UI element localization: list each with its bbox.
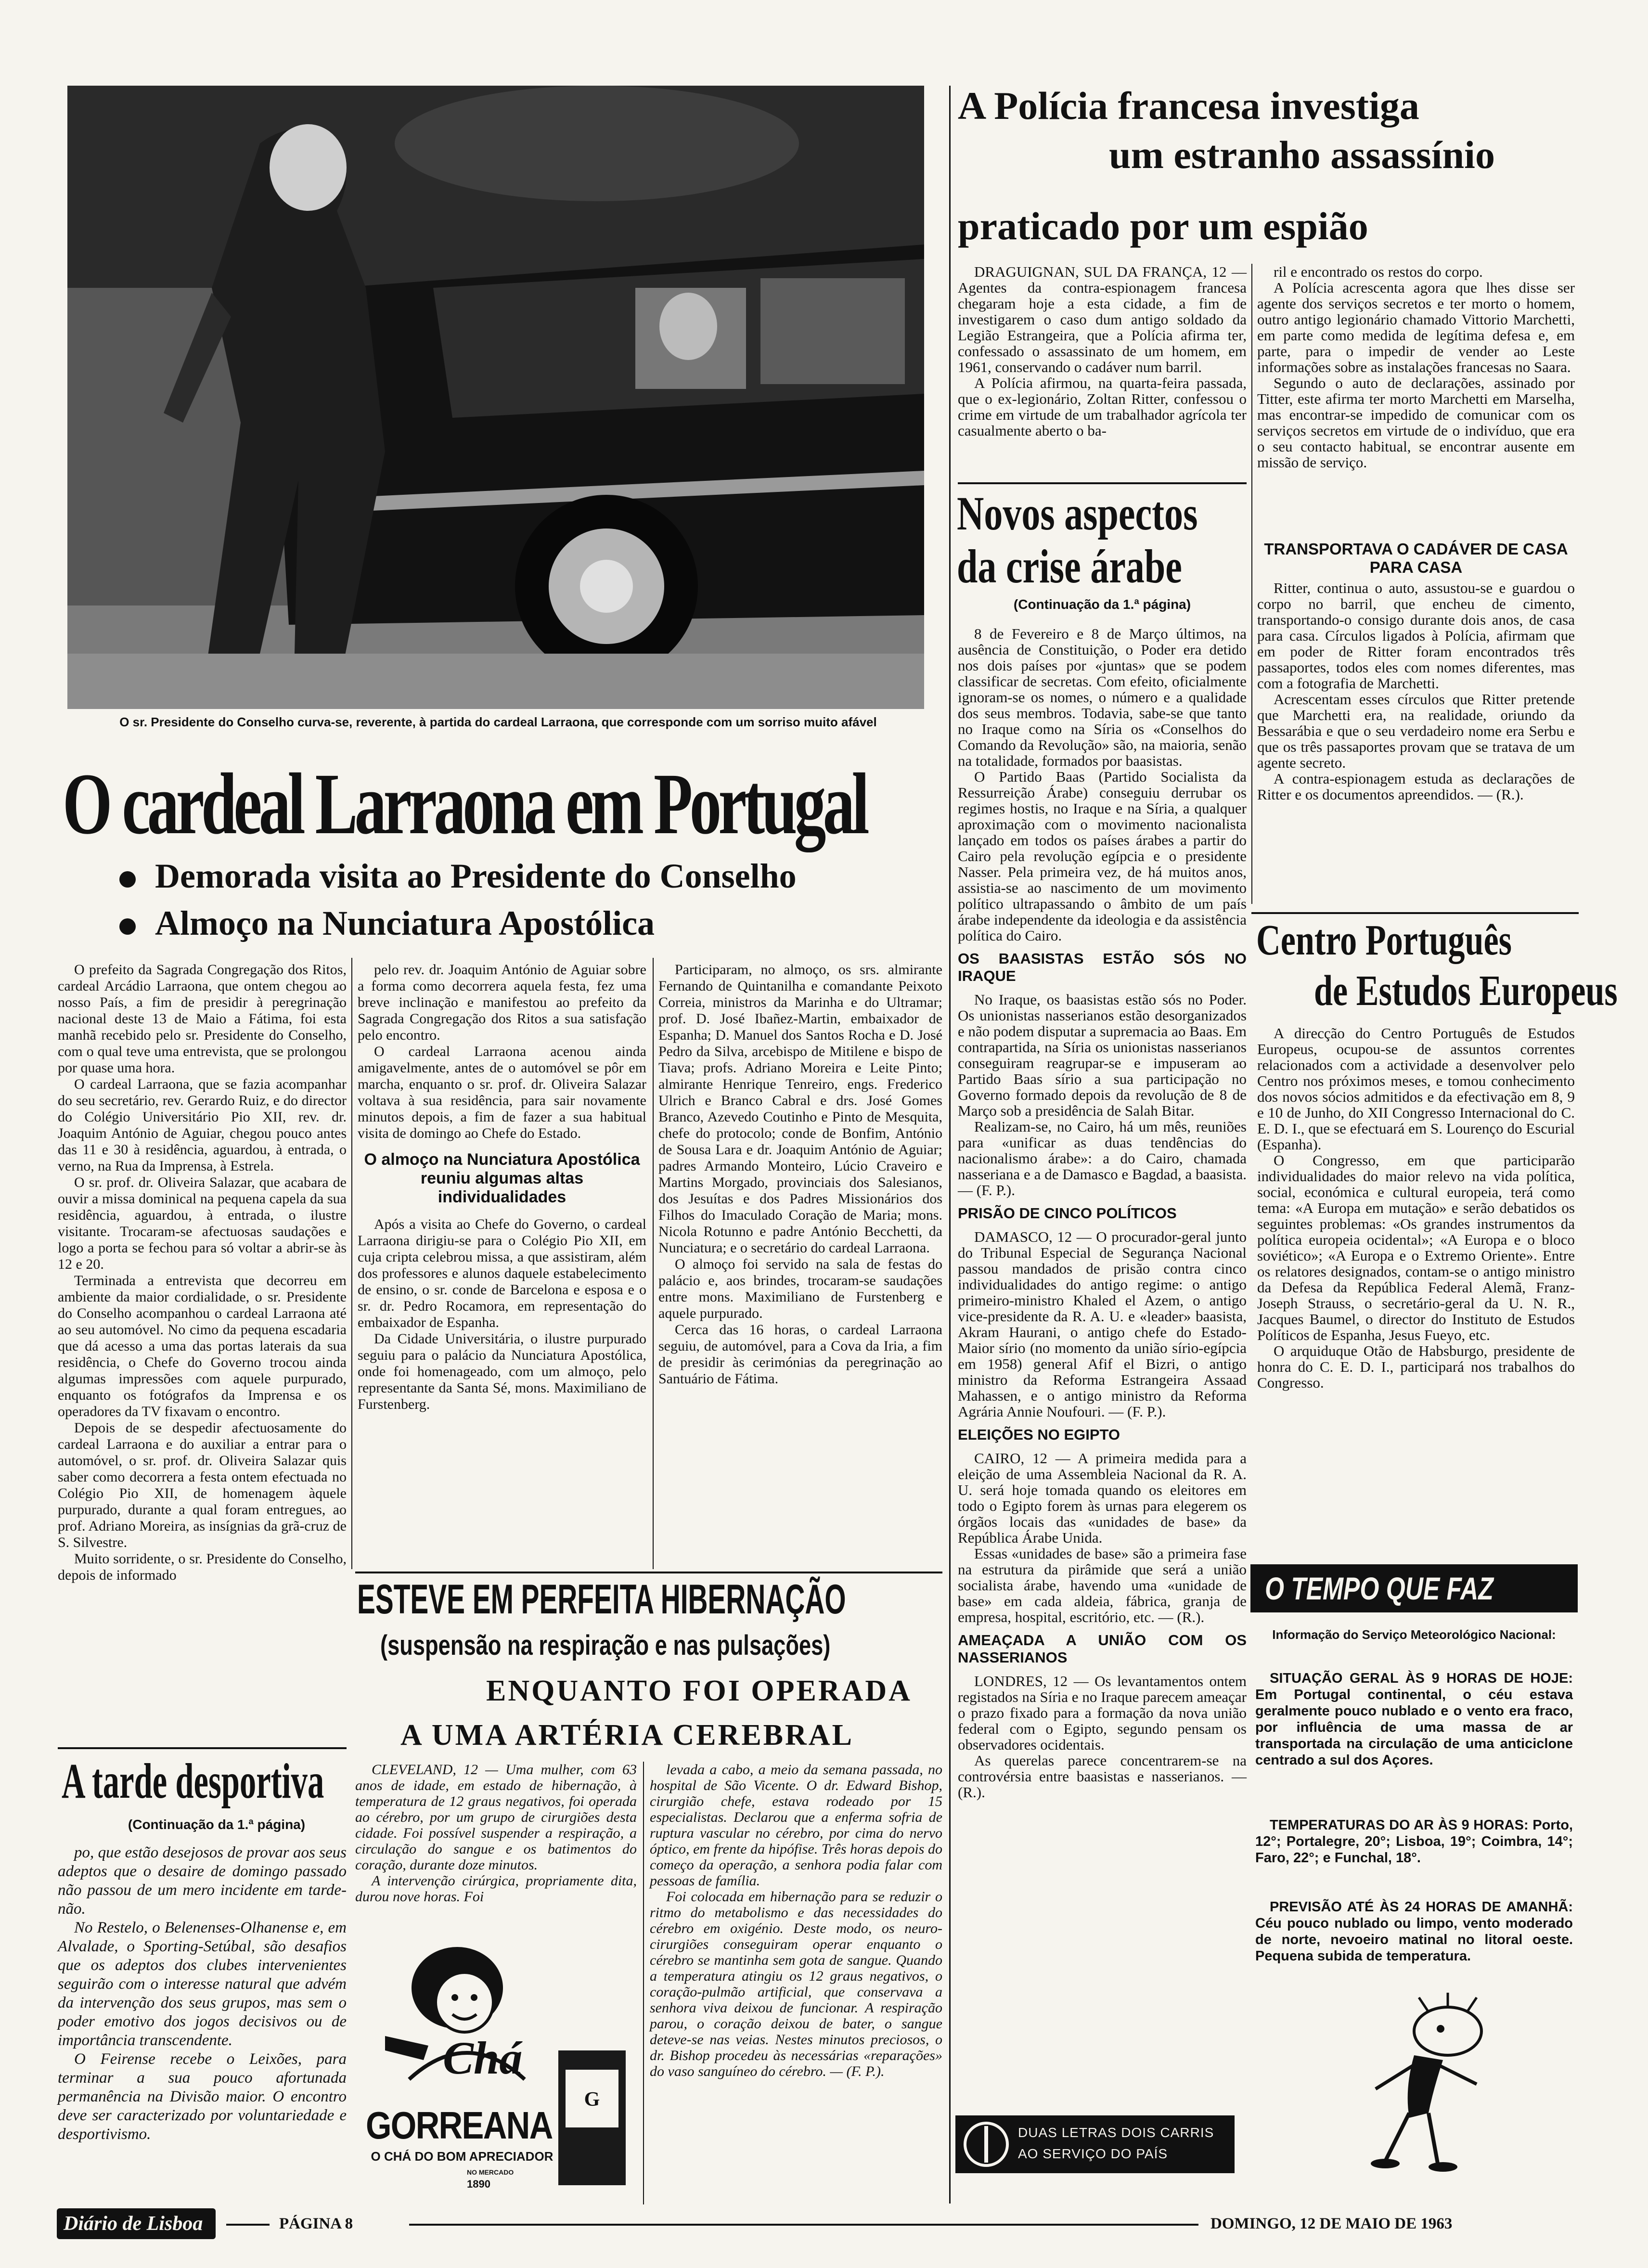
main-story-subhead: O almoço na Nunciatura Apostólica reuniu algumas altas individualidades [364,1150,640,1206]
svg-text:G: G [584,2088,600,2111]
bullet-text: Almoço na Nunciatura Apostólica [155,904,655,942]
issue-date: DOMINGO, 12 DE MAIO DE 1963 [1210,2215,1453,2232]
paragraph: 8 de Fevereiro e 8 de Março últimos, na ausência de Constituição, o Poder era detido nos dois países por «juntas» que se podem classificar de secretas. Com efeito, oficialmente ignoram-se os nomes, o número e a qualidade dos seus membros. Todavia, sabe-se que tanto no Iraque como na Síria os «Conselhos do Comando da Revolução» são, na maioria, senão na totalidade, formados por baasistas. [958,625,1247,769]
hibernation-line4: A UMA ARTÉRIA CEREBRAL [400,1719,854,1752]
footer-rule [409,2224,1198,2226]
paragraph: No Restelo, o Belenenses-Olhanense e, em Alvalade, o Sporting-Setúbal, são desafios que os adeptos dos clubes intervenientes seguirão com o interesse natural que advém da intervenção dos seus grupos, mas sem o poder emotivo dos jogos decisivos ou de importância transcendente. [58,1919,347,2049]
police-col2 [1257,264,1575,533]
arab-subhead-4: AMEAÇADA A UNIÃO COM OS NASSERIANOS [958,1632,1247,1666]
arab-continuation: (Continuação da 1.ª página) [1013,597,1191,612]
masthead-logo [57,2208,216,2239]
photo-caption: O sr. Presidente do Conselho curva-se, reverente, à partida do cardeal Larraona, que corresponde com um sorriso muito afável [119,715,877,729]
paragraph: Cerca das 16 horas, o cardeal Larraona seguiu, de automóvel, para a Cova da Iria, a fim de presidir às cerimónias da peregrinação ao Santuário de Fátima. [658,1322,942,1387]
main-story-col3 [658,962,942,1559]
main-story-col1 [58,962,347,1732]
footer-rule [226,2224,270,2226]
paragraph: O Feirense recebe o Leixões, para terminar a sua pouco afortunada permanência na Divisão maior. O encontro deve ser caracterizado por voluntariedade e desportivismo. [58,2050,347,2143]
paragraph: O Congresso, em que participarão individualidades do maior relevo na vida política, social, económica e cultural europeia, terá como tema: «A Europa em mutação» e serão debatidos os seguintes problemas: «Os grandes instrumentos da política europeia ocidental»; «A Europa e o bloco soviético»; «A Europa e o Extremo Oriente». Entre os relatores designados, contam-se o antigo ministro da Defesa da República Federal Alemã, Franz-Joseph Strauss, o secretário-geral da U. N. R., Jacques Baumel, o director do Instituto de Estudos Políticos de Espanha, Jesus Fueyo, etc. [1257,1152,1575,1343]
paragraph: Realizam-se, no Cairo, há um mês, reuniões para «unificar as duas tendências do nacionalismo árabe»: a do Cairo, chamada nasseriana e a de Damasco e Bagdad, a baasista. — (F. P.). [958,1118,1247,1198]
arab-headline-1: Novos aspectos [957,487,1198,540]
paragraph: No Iraque, os baasistas estão sós no Poder. Os unionistas nasserianos estão desorganizados e não podem disputar a supremacia ao Baas. Em contrapartida, na Síria os unionistas nasserianos conseguiram reagrupar-se e impuseram ao Partido Baas sírio a sua participação no Governo formado depois da revolução de 8 de Março sob a presidência de Salah Bitar. [958,991,1247,1119]
carris-advertisement [955,2115,1235,2173]
paragraph: Acrescentam esses círculos que Ritter pretende que Marchetti era, na realidade, oriundo da Bessarábia e que o seu verdadeiro nome era Serbu e que os três passaportes provam que se tratava de um agente secreto. [1257,691,1575,771]
hibernation-headline: ESTEVE EM PERFEITA HIBERNAÇÃO [357,1576,846,1623]
weather-figure-illustration [1356,1993,1501,2176]
paragraph: O cardeal Larraona, que se fazia acompanhar do seu secretário, rev. Gerardo Ruiz, e do director do Colégio Universitário Pio XII, rev. dr. Joaquim António de Aguiar, chegou pouco antes das 11 e 30 à residência, aguardou, à entrada, o verno, na Rua da Imprensa, à Estrela. [58,1076,347,1174]
main-story-col2 [358,962,646,1559]
weather-box [1250,1564,1578,2185]
paragraph: po, que estão desejosos de provar aos seus adeptos que o desaire de domingo passado não passou de um mero incidente em tarde-não. [58,1844,347,1918]
paragraph: Essas «unidades de base» são a primeira fase na estrutura da pirâmide que será a união socialista árabe, havendo uma «unidade de base» em cada aldeia, fábrica, granja de empresa, hospital, escritório, etc. — (R.). [958,1545,1247,1625]
paragraph: O cardeal Larraona acenou ainda amigavelmente, antes de o automóvel se pôr em marcha, enquanto o sr. prof. dr. Oliveira Salazar voltava à sua residência, para sair novamente minutos depois, a fim de fazer a sua habitual visita de domingo ao Chefe do Estado. [358,1044,646,1141]
column-rule [643,1762,644,2204]
news-photo [67,86,924,709]
paragraph: pelo rev. dr. Joaquim António de Aguiar sobre a forma como decorrera aquela festa, fez uma breve inclinação e manifestou ao prefeito da Sagrada Congregação dos Ritos a sua satisfação pelo encontro. [358,962,646,1043]
paragraph: A Polícia acrescenta agora que lhes disse ser agente dos serviços secretos e ter morto o homem, outro antigo legionário chamado Vittorio Marchetti, em parte como medida de legítima defesa e, em parte, para o impedir de vender ao Leste informações sobre as instalações francesas no Saara. [1257,279,1575,375]
arab-story-body [958,626,1247,2099]
paragraph: Da Cidade Universitária, o ilustre purpurado seguiu para o palácio da Nunciatura Apostólica, onde foi homenageado, com um almoço, pelo representante da Santa Sé, mons. Maximiliano de Furstenberg. [358,1331,646,1412]
police-col1 [958,264,1247,476]
hibernation-line3: ENQUANTO FOI OPERADA [486,1675,912,1707]
police-subhead: TRANSPORTAVA O CADÁVER DE CASA PARA CASA [1264,540,1568,576]
paragraph: Participaram, no almoço, os srs. almirante Fernando de Quintanilha e comandante Peixoto Correia, ministros da Marinha e do Ultramar; prof. D. José Ibañez-Martin, embaixador de Espanha; D. Manuel dos Santos Rocha e D. José Pedro da Silva, arcebispo de Mitilene e bispo de Tiava; profs. Adriano Moreira e Leite Pinto; almirante Henrique Tenreiro, engs. Frederico Ulrich e Branco Cabral e drs. José Gomes Branco, Azevedo Coutinho e Pinto de Mesquita, chefe do protocolo; conde de Bonfim, António de Sousa Lara e dr. Joaquim António de Aguiar; padres Armando Monteiro, Lúcio Craveiro e Martins Morgado, provinciais dos Salesianos, dos Jesuítas e dos Padres Missionários dos Filhos do Imaculado Coração de Maria; mons. Nicola Rotunno e padre António Becchetti, da Nunciatura; e o secretário do cardeal Larraona. [658,962,942,1256]
section-rule [58,1747,347,1749]
column-rule [1251,264,1252,904]
tea-brand: GORREANA [366,2104,553,2147]
weather-title: O TEMPO QUE FAZ [1265,1571,1494,1606]
paragraph: A intervenção cirúrgica, propriamente dita, durou nove horas. Foi [355,1873,637,1905]
europe-story-body [1257,1025,1575,1545]
paragraph: Depois de se despedir afectuosamente do cardeal Larraona e do auxiliar a entrar para o automóvel, o sr. prof. dr. Oliveira Salazar quis saber como decorrera a festa ontem efectuada no Colégio Pio XII, de homenagem àquele purpurado, durante a qual foram entregues, ao prof. Adriano Moreira, as insígnias da grã-cruz de S. Silvestre. [58,1420,347,1550]
paragraph: O Partido Baas (Partido Socialista da Ressurreição Árabe) conseguiu derrubar os regimes hostis, no Iraque e na Síria, a qualquer aproximação com o movimento nacionalista lançado em todos os países árabes a partir do Cairo pela revolução egípcia e o presidente Nasser. Pela primeira vez, de há muitos anos, assistia-se ao nascimento de um movimento político ultrapassando o âmbito de um país árabe independente da ideologia e da assistência política do Cairo. [958,768,1247,944]
tea-since-year: 1890 [467,2178,490,2190]
section-rule [1251,912,1579,914]
weather-forecast: PREVISÃO ATÉ ÀS 24 HORAS DE AMANHÃ: Céu pouco nublado ou limpo, vento moderado de norte, nevoeiro matinal no litoral oeste. Pequena subida de temperatura. [1255,1899,1573,1964]
bullet-headline-1 [119,854,938,898]
police-col2b [1257,580,1575,907]
column-rule [653,958,654,1569]
sport-story-body [58,1843,347,2143]
sport-headline: A tarde desportiva [62,1753,324,1809]
arab-subhead-3: ELEIÇÕES NO EGIPTO [958,1426,1120,1443]
weather-temperatures: TEMPERATURAS DO AR ÀS 9 HORAS: Porto, 12°; Portalegre, 20°; Lisboa, 19°; Coimbra, 14°; Faro, 22°; e Funchal, 18°. [1255,1817,1573,1866]
weather-intro: Informação do Serviço Meteorológico Nacional: [1272,1627,1556,1642]
bullet-headline-2 [119,902,938,945]
paragraph: O arquiduque Otão de Habsburgo, presidente de honra do C. E. D. I., participará nos trabalhos do Congresso. [1257,1342,1575,1391]
paragraph: O prefeito da Sagrada Congregação dos Ritos, cardeal Arcádio Larraona, que ontem chegou ao nosso País, a fim de presidir à peregrinação nacional deste 13 de Maio a Fátima, foi esta manhã recebido pelo sr. Presidente do Conselho, com o qual teve uma entrevista, que se prolongou por quase uma hora. [58,962,347,1076]
hibernation-col2 [650,1762,942,2204]
paragraph: DAMASCO, 12 — O procurador-geral junto do Tribunal Especial de Segurança Nacional passou mandados de prisão contra cinco individualidades do antigo regime: o antigo primeiro-ministro Khaled el Azem, o antigo vice-presidente da R. A. U. e «leader» baasista, Akram Haurani, o antigo chefe do Estado-Maior sírio (no momento da união sírio-egípcia em 1958) general Afif el Bizri, o antigo ministro da Reforma Estrangeira Assaad Mahassen, e o antigo ministro da Reforma Agrária Annie Noufouri. — (F. P.). [958,1228,1247,1420]
hibernation-col1 [355,1762,637,1920]
tea-since-label: NO MERCADO [467,2168,514,2176]
carris-text: DUAS LETRAS DOIS CARRIS AO SERVIÇO DO PAÍS [1018,2125,1214,2161]
photo-car-illustration [67,86,924,709]
police-headline-1: A Polícia francesa investiga [958,84,1419,128]
police-headline-3: praticado por um espião [958,204,1368,248]
paragraph: ril e encontrado os restos do corpo. [1274,263,1483,280]
tea-tagline: O CHÁ DO BOM APRECIADOR [371,2149,554,2164]
page-number: PÁGINA 8 [279,2215,353,2232]
europe-headline-1: Centro Português [1256,916,1512,964]
paragraph: Após a visita ao Chefe do Governo, o cardeal Larraona dirigiu-se para o Colégio Pio XII, em cuja cripta celebrou missa, a que assistiram, além dos professores e alunos daquele estabelecimento de ensino, o sr. conde de Barcelona e esposa e o sr. dr. Pedro Rocamora, em representação do embaixador de Espanha. [358,1216,646,1330]
column-rule [351,958,352,1569]
paragraph: O almoço foi servido na sala de festas do palácio e, aos brindes, trocaram-se saudações entre mons. Maximiliano de Furstenberg e aquele purpurado. [658,1256,942,1321]
arab-subhead-1: OS BAASISTAS ESTÃO SÓS NO IRAQUE [958,950,1247,984]
column-rule [949,86,951,2204]
weather-situation: SITUAÇÃO GERAL ÀS 9 HORAS DE HOJE: Em Portugal continental, o céu estava geralmente pouco nublado e o vento era fraco, por influência de uma massa de ar transportada na circulação de uma anticiclone centrado a sul dos Açores. [1255,1671,1573,1768]
paragraph: O sr. prof. dr. Oliveira Salazar, que acabara de ouvir a missa dominical na pequena capela da sua residência, aguardou, à entrada, o ilustre visitante. Trocaram-se afectuosas saudações e logo a porta se fechou para só voltar a abrir-se às 12 e 20. [58,1174,347,1272]
paragraph: As querelas parece concentrarem-se na controvérsia entre baasistas e nasserianos. — (R.). [958,1752,1247,1801]
arab-headline-2: da crise árabe [957,540,1182,593]
europe-headline-2: de Estudos Europeus [1314,967,1618,1015]
bullet-dot [119,871,136,888]
bullet-dot [119,918,136,935]
paragraph: Muito sorridente, o sr. Presidente do Conselho, depois de informado [58,1551,347,1583]
masthead-text: Diário de Lisboa [64,2213,203,2235]
carris-logo-icon [962,2120,1010,2168]
paragraph: DRAGUIGNAN, SUL DA FRANÇA, 12 — Agentes da contra-espionagem francesa chegaram hoje a esta cidade, a fim de investigarem o caso dum antigo soldado da Legião Estrangeira, que a Polícia afirma ter, confessado o assassinato de um homem, em 1961, conservando o cadáver num barril. [958,263,1247,375]
tea-script-brand: Chá [443,2032,523,2084]
main-headline: O cardeal Larraona em Portugal [63,756,866,852]
paragraph: A direcção do Centro Português de Estudos Europeus, ocupou-se de assuntos correntes relacionados com a actividade a desenvolver pelo Centro nos próximos meses, e tomou conhecimento dos novos sócios admitidos e da efectivação em 8, 9 e 10 de Junho, do XII Congresso Internacional do C. E. D. I., que se efectuará em S. Lourenço do Escurial (Espanha). [1257,1025,1575,1153]
weather-bar [1250,1564,1578,1612]
paragraph: A Polícia afirmou, na quarta-feira passada, que o ex-legionário, Zoltan Ritter, confessou o crime em virtude de um trabalhador agrícola ter casualmente aberto o ba- [958,374,1247,439]
arab-subhead-2: PRISÃO DE CINCO POLÍTICOS [958,1205,1177,1222]
section-rule [355,1572,942,1573]
paragraph: LONDRES, 12 — Os levantamentos ontem registados na Síria e no Iraque parecem ameaçar o prazo fixado para a formação da nova união federal com o Egipto, segundo pensam os observadores ocidentais. [958,1673,1247,1753]
section-rule [958,482,1247,484]
bullet-text: Demorada visita ao Presidente do Conselho [155,857,797,895]
paragraph: CLEVELAND, 12 — Uma mulher, com 63 anos de idade, em estado de hibernação, à temperatura de 12 graus negativos, foi operada ao cérebro, por um grupo de cirurgiões desta cidade. Foi possível suspender a respiração, a circulação do sangue e os batimentos do coração, durante doze minutos. [355,1762,637,1873]
paragraph: levada a cabo, a meio da semana passada, no hospital de São Vicente. O dr. Edward Bishop, cirurgião chefe, estava rodeado por 15 especialistas. Declarou que a enferma sofria de ruptura vascular no cérebro, por cima do nervo óptico, em frente da hipófise. Três horas depois do começo da operação, a senhora podia falar com pessoas de família. [650,1762,942,1889]
paragraph: Foi colocada em hibernação para se reduzir o ritmo do metabolismo e das necessidades do cérebro em oxigénio. Deste modo, os neuro-cirurgiões conseguiram operar enquanto o cérebro se mantinha sem gota de sangue. Quando a temperatura atingiu os 12 graus negativos, o coração-pulmão artificial, que conservava a senhora viva deixou de funcionar. A respiração parou, o coração deixou de bater, o sangue deteve-se nas veias. Nestes minutos preciosos, o dr. Bishop procedeu às necessárias «reparações» do vaso sanguíneo do cérebro. — (F. P.). [650,1889,942,2079]
paragraph: Terminada a entrevista que decorreu em ambiente da maior cordialidade, o sr. Presidente do Conselho acompanhou o cardeal Larraona até ao seu automóvel. No cimo da pequena escadaria que dá acesso a uma das portas laterais da sua residência, o Chefe do Governo trocou ainda algumas impressões com aquele purpurado, enquanto os fotógrafos da Imprensa e os operadores da TV fixavam o encontro. [58,1273,347,1419]
paragraph: CAIRO, 12 — A primeira medida para a eleição de uma Assembleia Nacional da R. A. U. será hoje tomada quando os eleitores em todo o Egipto forem às urnas para elegerem os órgãos locais das «unidades de base» da República Árabe Unida. [958,1450,1247,1546]
paragraph: Segundo o auto de declarações, assinado por Titter, este afirma ter morto Marchetti em Marselha, mas encontrar-se impedido de comunicar com os serviços secretos em virtude de o indivíduo, que era o seu contacto habitual, se encontrar ausente em missão de serviço. [1257,374,1575,471]
paragraph: Ritter, continua o auto, assustou-se e guardou o corpo no barril, que encheu de cimento, transportando-o consigo durante dois anos, de casa para casa. Círculos ligados à Polícia, afirmam que em poder de Ritter foram encontrados três passaportes, todos eles com nomes diferentes, mas com a fotografia de Marchetti. [1257,580,1575,692]
police-headline-2: um estranho assassínio [1109,133,1495,177]
sport-continuation: (Continuação da 1.ª página) [128,1817,306,1832]
paragraph: A contra-espionagem estuda as declarações de Ritter e os documentos apreendidos. — (R.). [1257,770,1575,803]
tea-advertisement [366,1935,635,2204]
hibernation-subline: (suspensão na respiração e nas pulsações) [380,1630,831,1661]
